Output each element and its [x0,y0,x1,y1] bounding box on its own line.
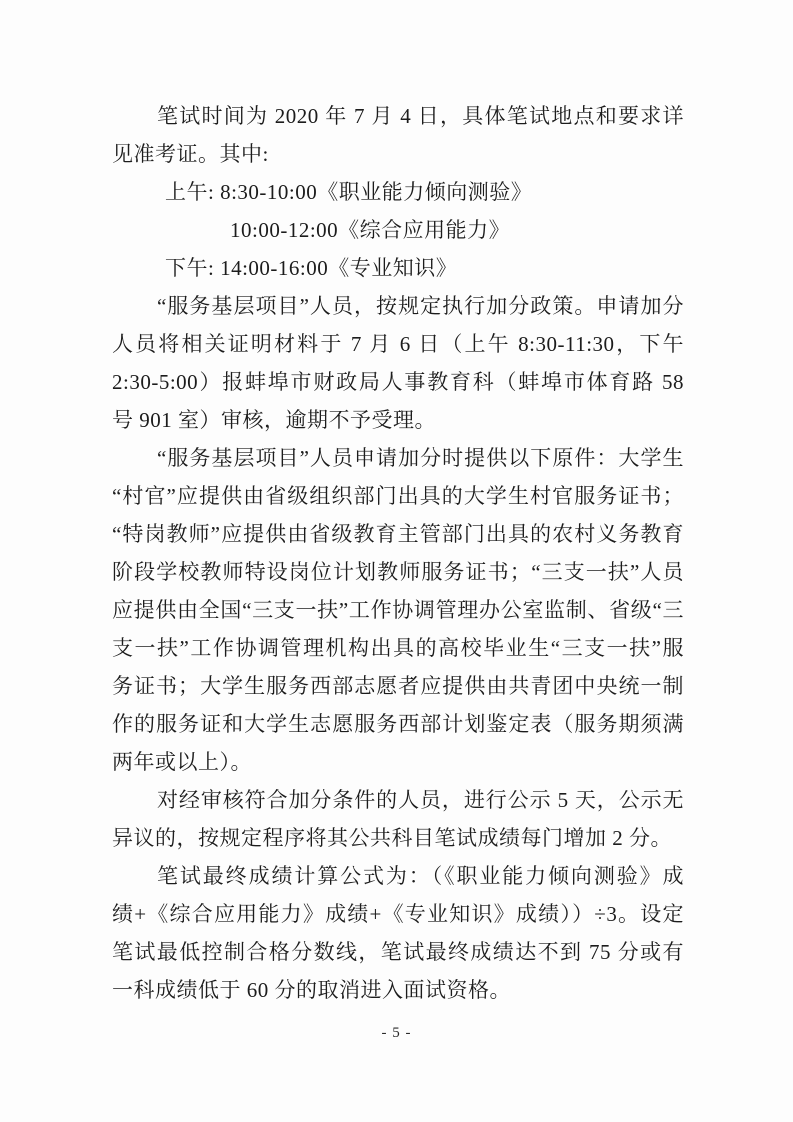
page-number: - 5 - [381,1025,412,1041]
text-line-schedule-morning: 上午: 8:30-10:00《职业能力倾向测验》 [165,180,533,204]
text-line: 笔试最终成绩计算公式为：（《职业能力倾向测验》成 [157,864,684,888]
text-line: “村官”应提供由省级组织部门出具的大学生村官服务证书； [112,484,684,508]
text-line: 人员将相关证明材料于 7 月 6 日（上午 8:30-11:30，下午 [112,332,684,356]
text-line: 号 901 室）审核，逾期不予受理。 [112,408,436,432]
text-line: 见准考证。其中: [112,142,269,166]
text-line: 务证书；大学生服务西部志愿者应提供由共青团中央统一制 [112,674,684,698]
text-line: 支一扶”工作协调管理机构出具的高校毕业生“三支一扶”服 [112,636,684,660]
text-line: 应提供由全国“三支一扶”工作协调管理办公室监制、省级“三 [112,598,684,622]
text-line: 绩+《综合应用能力》成绩+《专业知识》成绩））÷3。设定 [112,902,684,926]
document-body [112,97,684,1009]
text-line: 对经审核符合加分条件的人员，进行公示 5 天，公示无 [157,788,684,812]
text-line-schedule-morning-2: 10:00-12:00《综合应用能力》 [230,218,511,242]
text-line: 一科成绩低于 60 分的取消进入面试资格。 [112,978,511,1002]
text-line: 阶段学校教师特设岗位计划教师服务证书；“三支一扶”人员 [112,560,684,584]
text-line: 作的服务证和大学生志愿服务西部计划鉴定表（服务期须满 [112,712,684,736]
text-line: “服务基层项目”人员，按规定执行加分政策。申请加分 [157,294,684,318]
text-line: 2:30-5:00）报蚌埠市财政局人事教育科（蚌埠市体育路 58 [112,370,684,394]
text-line-schedule-afternoon: 下午: 14:00-16:00《专业知识》 [165,256,458,280]
text-line: “服务基层项目”人员申请加分时提供以下原件：大学生 [157,446,684,470]
text-line: “特岗教师”应提供由省级教育主管部门出具的农村义务教育 [112,522,684,546]
text-line: 笔试时间为 2020 年 7 月 4 日，具体笔试地点和要求详 [157,104,684,128]
text-line: 异议的，按规定程序将其公共科目笔试成绩每门增加 2 分。 [112,826,672,850]
text-line: 笔试最低控制合格分数线，笔试最终成绩达不到 75 分或有 [112,940,684,964]
text-line: 两年或以上）。 [112,750,252,774]
